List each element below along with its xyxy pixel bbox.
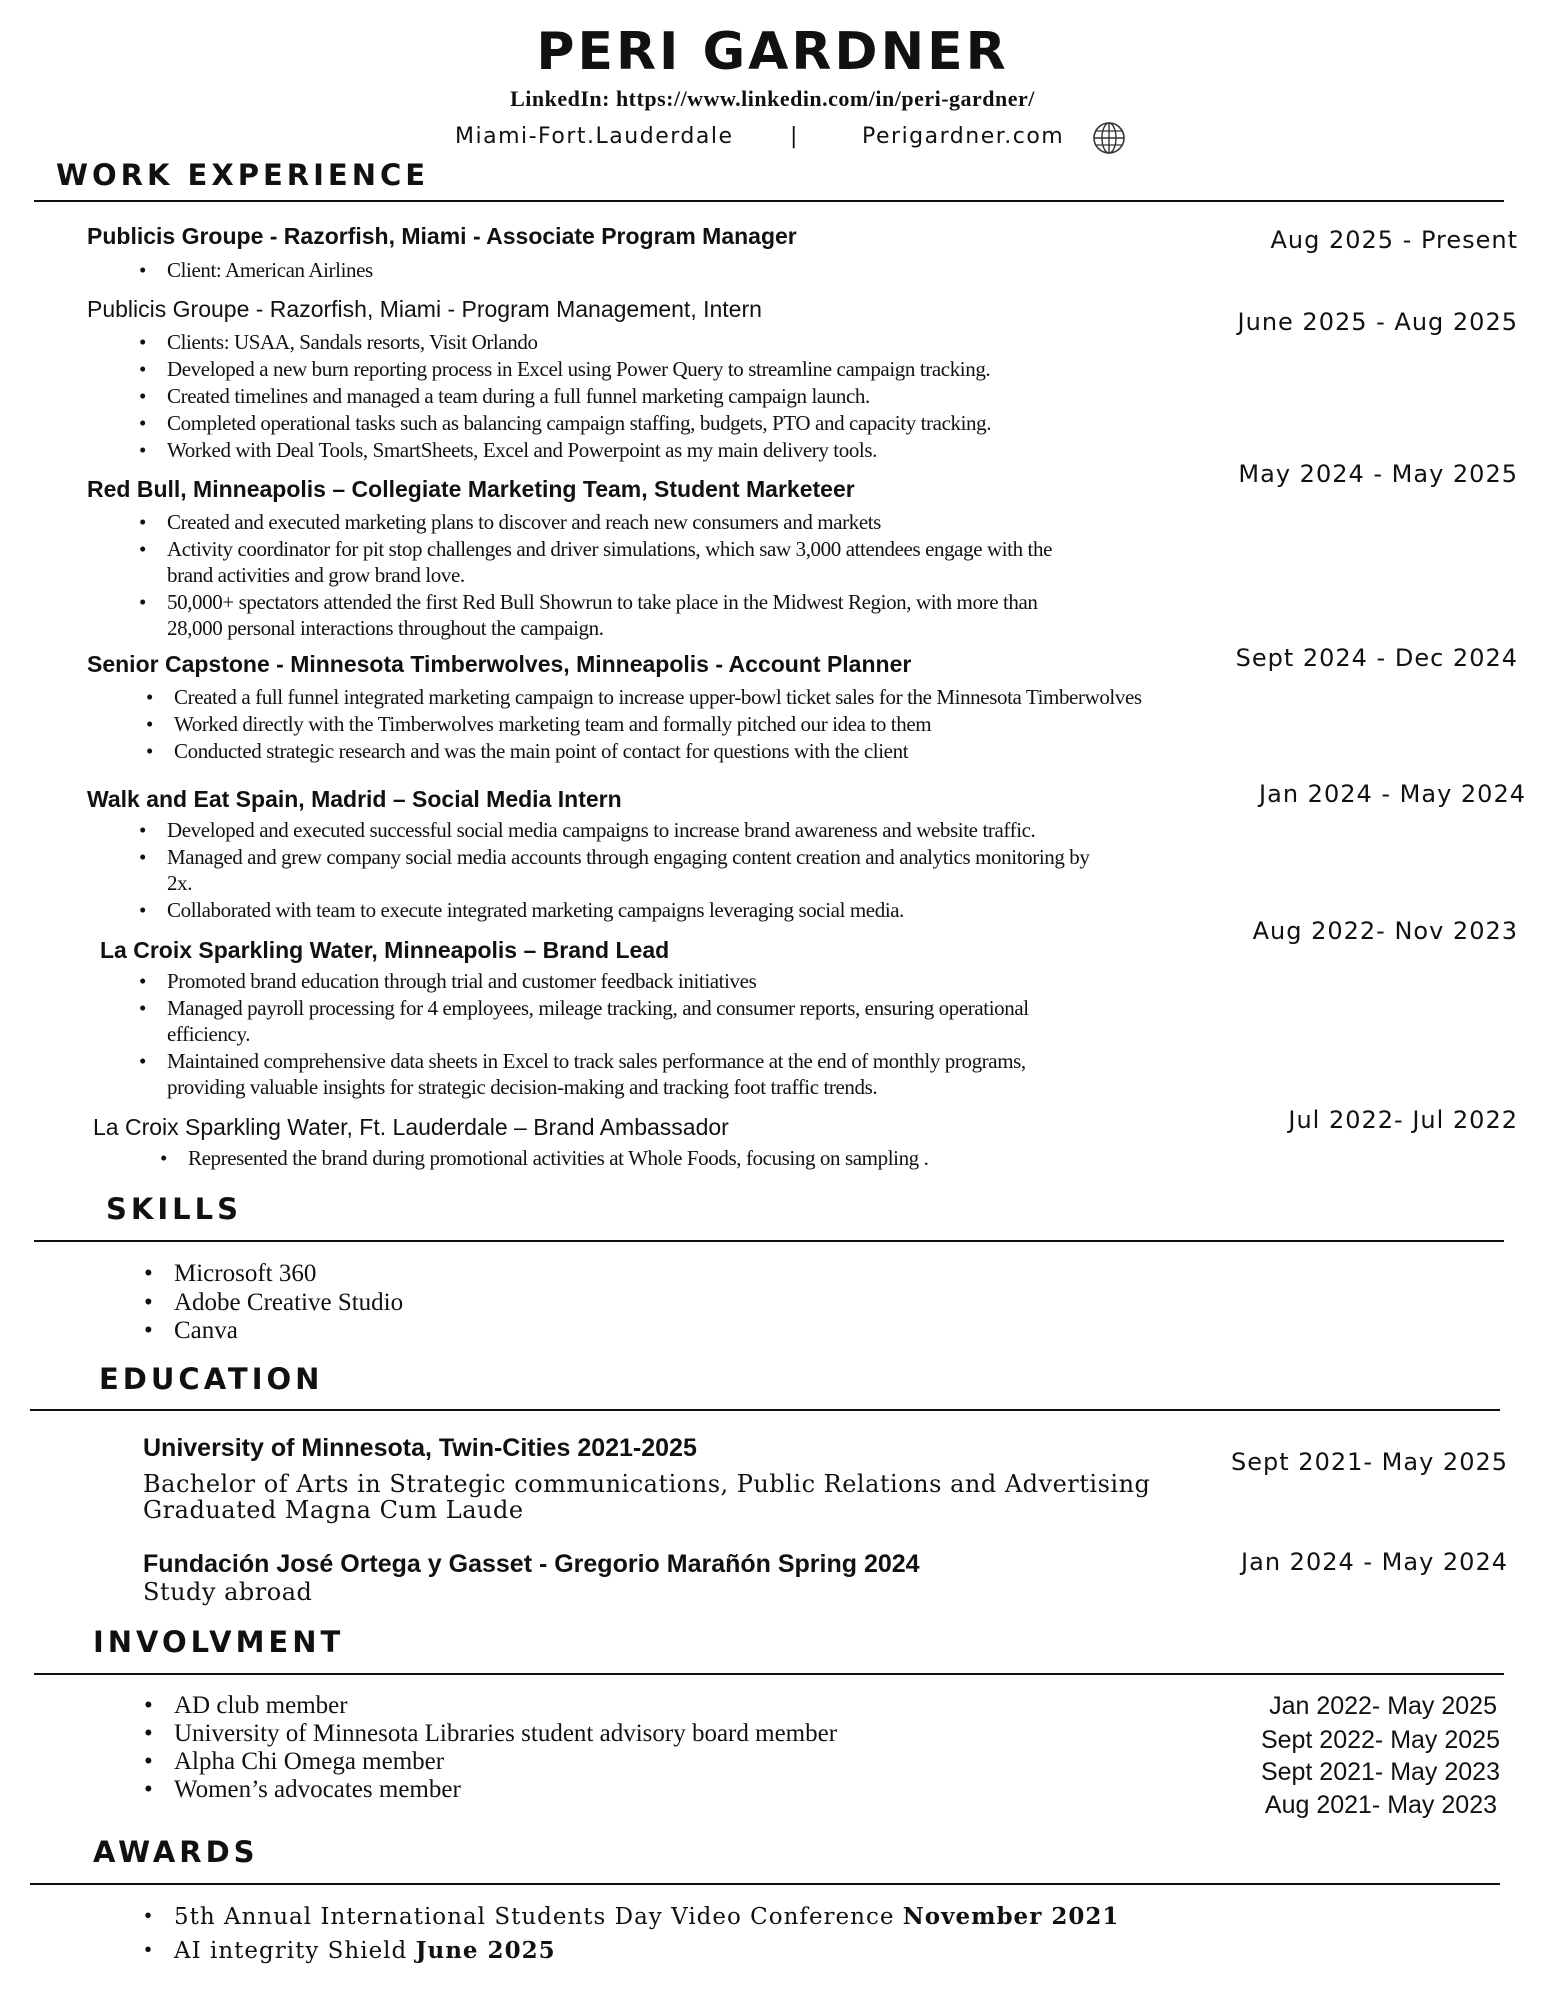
award-date: June 2025 — [415, 1937, 556, 1964]
job-date: June 2025 - Aug 2025 — [1237, 308, 1518, 336]
job-date: Jul 2022- Jul 2022 — [1288, 1106, 1518, 1134]
job-title: Red Bull, Minneapolis – Collegiate Marketing Team, Student Marketeer — [87, 476, 855, 502]
job-title: Publicis Groupe - Razorfish, Miami - Associate Program Manager — [87, 223, 797, 249]
continuation-text: brand activities and grow brand love. — [167, 563, 465, 587]
job-bullet: • Created a full funnel integrated marketing campaign to increase upper-bowl ticket sales for the Minnesota Timberwolves — [174, 685, 1142, 710]
job-date: Jan 2024 - May 2024 — [1259, 780, 1526, 808]
job-date: Aug 2025 - Present — [1270, 226, 1518, 254]
job-bullet: • Managed payroll processing for 4 employees, mileage tracking, and consumer reports, ensuring operational — [167, 996, 1029, 1021]
job-bullet: • Client: American Airlines — [167, 258, 373, 283]
involvement-item: • AD club member — [174, 1692, 348, 1720]
education-detail: Study abroad — [143, 1578, 313, 1606]
education-title: Fundación José Ortega y Gasset - Gregorio Marañón Spring 2024 — [143, 1550, 920, 1578]
job-bullet: • Maintained comprehensive data sheets in Excel to track sales performance at the end of monthly programs, — [167, 1049, 1026, 1074]
job-bullet: • Worked with Deal Tools, SmartSheets, Excel and Powerpoint as my main delivery tools. — [167, 438, 877, 463]
job-bullet: • Promoted brand education through trial and customer feedback initiatives — [167, 969, 756, 994]
job-bullet: • Created and executed marketing plans to discover and reach new consumers and markets — [167, 510, 881, 535]
job-date: May 2024 - May 2025 — [1238, 460, 1518, 488]
website-link[interactable]: Perigardner.com — [862, 124, 1065, 149]
section-divider — [34, 200, 1504, 202]
award-date: November 2021 — [902, 1903, 1120, 1930]
linkedin-url[interactable]: LinkedIn: https://www.linkedin.com/in/peri-gardner/ — [510, 86, 1035, 111]
job-bullet: • Activity coordinator for pit stop challenges and driver simulations, which saw 3,000 attendees engage with the — [167, 537, 1052, 562]
involvement-date: Jan 2022- May 2025 — [1269, 1692, 1497, 1720]
education-date: Sept 2021- May 2025 — [1231, 1448, 1508, 1476]
job-bullet: • Developed and executed successful social media campaigns to increase brand awareness and website traffic. — [167, 818, 1035, 843]
job-bullet: • Created timelines and managed a team during a full funnel marketing campaign launch. — [167, 384, 870, 409]
job-bullet: • 50,000+ spectators attended the first Red Bull Showrun to take place in the Midwest Region, with more than — [167, 590, 1038, 615]
skill-item: • Canva — [174, 1317, 238, 1345]
job-title: Walk and Eat Spain, Madrid – Social Media Intern — [87, 786, 622, 812]
globe-icon — [1092, 121, 1126, 155]
section-divider — [30, 1409, 1500, 1411]
section-divider — [30, 1883, 1500, 1885]
skill-item: • Adobe Creative Studio — [174, 1289, 403, 1317]
continuation-text: efficiency. — [167, 1022, 251, 1046]
awards-heading: AWARDS — [93, 1835, 259, 1869]
involvement-date: Sept 2021- May 2023 — [1260, 1758, 1500, 1786]
section-divider — [34, 1240, 1504, 1242]
involvement-heading: INVOLVMENT — [93, 1625, 345, 1659]
job-bullet: • Clients: USAA, Sandals resorts, Visit Orlando — [167, 330, 538, 355]
award-item — [174, 1937, 556, 1964]
involvement-date: Aug 2021- May 2023 — [1264, 1791, 1497, 1819]
job-bullet: • Managed and grew company social media accounts through engaging content creation and analytics monitoring by — [167, 845, 1090, 870]
skills-heading: SKILLS — [106, 1192, 242, 1226]
job-bullet: • Collaborated with team to execute integrated marketing campaigns leveraging social media. — [167, 898, 904, 923]
header-separator: | — [790, 124, 798, 149]
involvement-item: • Women’s advocates member — [174, 1776, 461, 1804]
job-bullet: • Completed operational tasks such as balancing campaign staffing, budgets, PTO and capacity tracking. — [167, 411, 991, 436]
resume-name: PERI GARDNER — [536, 22, 1009, 82]
job-title: La Croix Sparkling Water, Minneapolis – Brand Lead — [100, 937, 670, 963]
job-title: Publicis Groupe - Razorfish, Miami - Program Management, Intern — [87, 296, 762, 322]
involvement-date: Sept 2022- May 2025 — [1260, 1726, 1500, 1754]
award-item — [174, 1903, 1119, 1930]
continuation-text: 2x. — [167, 871, 193, 895]
education-detail: Bachelor of Arts in Strategic communications, Public Relations and Advertising — [143, 1470, 1151, 1498]
job-bullet: • Developed a new burn reporting process in Excel using Power Query to streamline campaign tracking. — [167, 357, 990, 382]
award-label: 5th Annual International Students Day Video Conference — [174, 1904, 895, 1930]
award-label: AI integrity Shield — [174, 1938, 408, 1964]
job-bullet: • Worked directly with the Timberwolves marketing team and formally pitched our idea to them — [174, 712, 931, 737]
continuation-text: providing valuable insights for strategic decision-making and tracking foot traffic trends. — [167, 1075, 878, 1099]
job-title: Senior Capstone - Minnesota Timberwolves, Minneapolis - Account Planner — [87, 651, 912, 677]
job-date: Sept 2024 - Dec 2024 — [1235, 644, 1518, 672]
job-bullet: • Represented the brand during promotional activities at Whole Foods, focusing on sampling . — [188, 1146, 928, 1171]
continuation-text: 28,000 personal interactions throughout the campaign. — [167, 616, 604, 640]
education-title: University of Minnesota, Twin-Cities 2021-2025 — [143, 1434, 697, 1462]
education-date: Jan 2024 - May 2024 — [1241, 1548, 1508, 1576]
education-heading: EDUCATION — [99, 1362, 324, 1396]
job-date: Aug 2022- Nov 2023 — [1252, 917, 1518, 945]
education-detail: Graduated Magna Cum Laude — [143, 1496, 524, 1524]
section-divider — [34, 1673, 1504, 1675]
job-bullet: • Conducted strategic research and was the main point of contact for questions with the client — [174, 739, 908, 764]
skill-item: • Microsoft 360 — [174, 1260, 316, 1288]
involvement-item: • University of Minnesota Libraries student advisory board member — [174, 1720, 837, 1748]
job-title: La Croix Sparkling Water, Ft. Lauderdale – Brand Ambassador — [93, 1114, 729, 1140]
involvement-item: • Alpha Chi Omega member — [174, 1748, 444, 1776]
work-experience-heading: WORK EXPERIENCE — [56, 158, 430, 192]
location: Miami-Fort.Lauderdale — [455, 124, 734, 149]
